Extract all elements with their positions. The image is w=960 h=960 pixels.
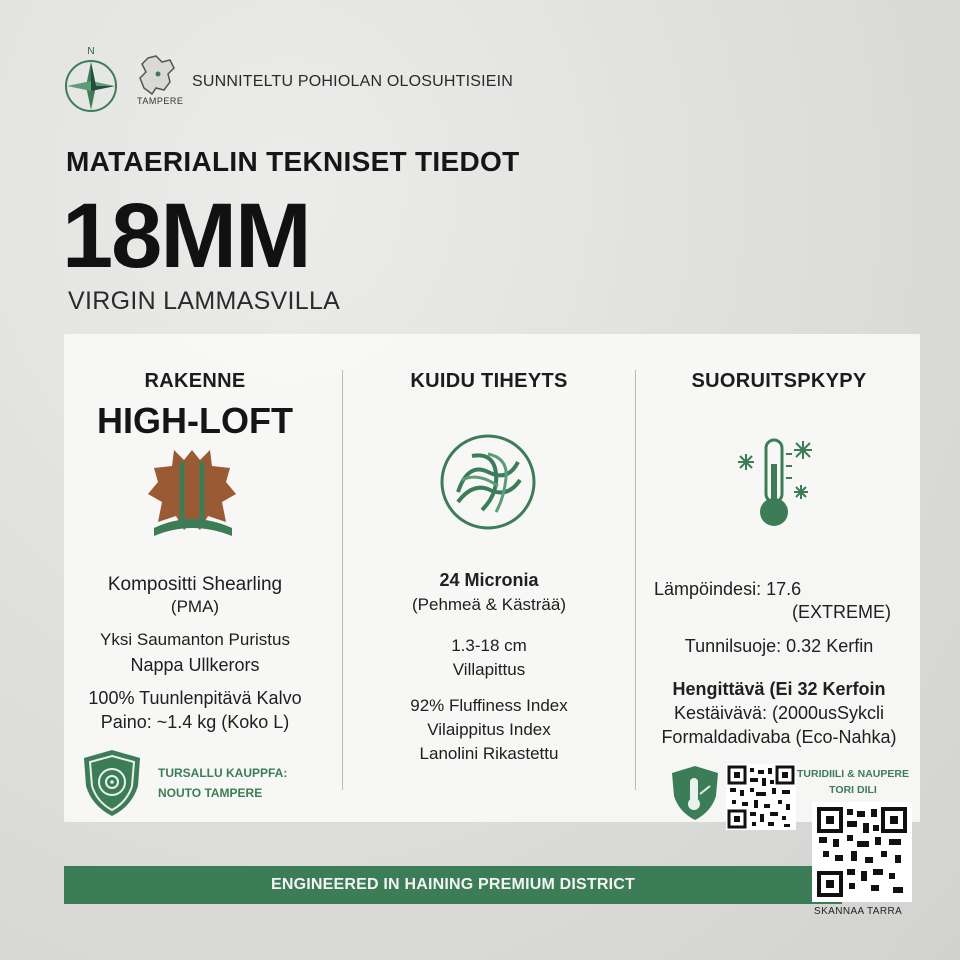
column-divider xyxy=(635,370,636,790)
spec-line: Villapittus xyxy=(452,660,526,679)
performance-column xyxy=(644,334,914,822)
spec-line: Kestäivävä: (2000usSykcli xyxy=(673,703,885,723)
fiber-column xyxy=(354,334,624,822)
origin-banner: ENGINEERED IN HAINING PREMIUM DISTRICT xyxy=(64,866,842,904)
spec-line: Lanolini Rikastettu xyxy=(419,744,559,763)
column-heading: RAKENNE xyxy=(144,370,246,392)
spec-line: 100% Tuunlenpitävä Kalvo xyxy=(88,688,302,708)
thickness-value: 18MM xyxy=(62,185,310,287)
structure-column xyxy=(64,334,326,822)
spec-line: Hengittävä (Ei 32 Kerfoin xyxy=(672,679,886,699)
spec-line: Nappa Ullkerors xyxy=(130,655,260,675)
spec-line: Paino: ~1.4 kg (Koko L) xyxy=(100,712,290,732)
thermometer-snow-icon xyxy=(724,434,824,534)
loft-highlight: HIGH-LOFT xyxy=(97,400,293,441)
spec-line: 1.3-18 cm xyxy=(451,636,527,655)
compass-north-letter: N xyxy=(87,46,95,57)
store-badge-title: TURIDIILI & NAUPERE xyxy=(796,768,909,780)
spec-line: 92% Fluffiness Index xyxy=(410,696,568,715)
map-label: TAMPERE xyxy=(137,96,184,106)
compass-icon xyxy=(62,44,120,116)
qr-code-pattern xyxy=(817,807,907,897)
pickup-badge-subtitle: NOUTO TAMPERE xyxy=(158,786,263,800)
spec-line: (Pehmeä & Kästrää) xyxy=(411,595,566,614)
spec-line: (EXTREME) xyxy=(792,602,891,622)
column-heading: SUORUITSPKYPY xyxy=(691,370,867,392)
tagline: SUNNITELTU POHIOLAN OLOSUHTISIEIN xyxy=(192,73,514,90)
spec-line: Tunnilsuoje: 0.32 Kerfin xyxy=(684,636,874,656)
spec-line: (PMA) xyxy=(170,597,220,616)
pickup-badge-title: TURSALLU KAUPPFA: xyxy=(158,766,288,780)
store-badge-subtitle: TORI DILI xyxy=(829,784,877,796)
thermo-shield-icon xyxy=(668,764,722,822)
qr-code-small[interactable] xyxy=(726,764,796,830)
spec-card xyxy=(64,334,920,822)
shield-badge-icon xyxy=(80,746,144,818)
spec-line: Vilaippitus Index xyxy=(427,720,551,739)
leather-hide-icon xyxy=(146,446,238,540)
spec-line: Kompositti Shearling xyxy=(107,574,283,595)
column-heading: KUIDU TIHEYTS xyxy=(410,370,568,392)
section-title: MATAERIALIN TEKNISET TIEDOT xyxy=(66,146,520,177)
material-name: VIRGIN LAMMASVILLA xyxy=(68,287,341,315)
qr-code-large[interactable] xyxy=(812,802,912,902)
yarn-knot-icon xyxy=(438,432,538,532)
scan-label: SKANNAA TARRA xyxy=(814,906,903,917)
spec-line: Lämpöindesi: 17.6 xyxy=(654,579,802,599)
column-divider xyxy=(342,370,343,790)
spec-line: 24 Micronia xyxy=(439,570,539,590)
spec-line: Formaldadivaba (Eco-Nahka) xyxy=(661,727,897,747)
spec-line: Yksi Saumanton Puristus xyxy=(100,630,290,649)
